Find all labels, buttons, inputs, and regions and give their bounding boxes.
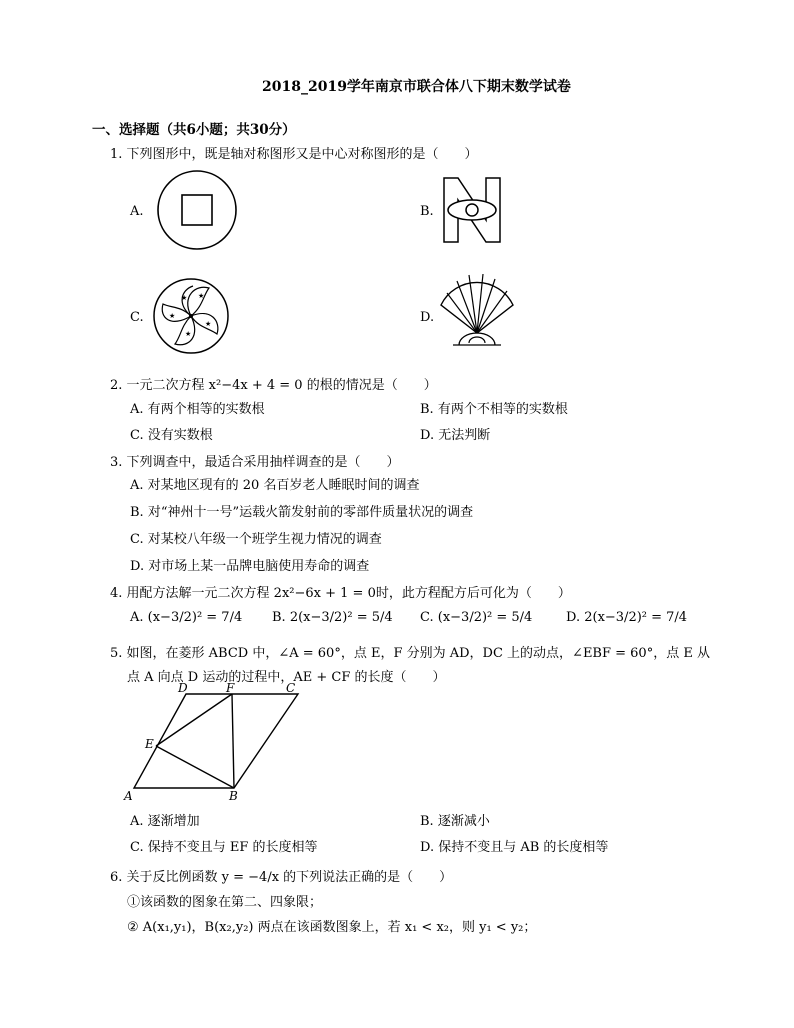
question-3-stem: 3. 下列调查中，最适合采用抽样调查的是（ ） <box>110 455 400 470</box>
q3-option-a: A. 对某地区现有的 20 名百岁老人睡眠时间的调查 <box>130 478 420 493</box>
q1-label-c: C. <box>130 310 144 325</box>
q1-figure-b-n-shape <box>442 176 502 244</box>
q1-figure-c-bauhinia <box>151 276 231 356</box>
point-d-label: D <box>178 681 188 695</box>
svg-text:★: ★ <box>169 312 176 320</box>
q3-option-c: C. 对某校八年级一个班学生视力情况的调查 <box>130 532 382 547</box>
q2-option-b: B. 有两个不相等的实数根 <box>420 402 568 417</box>
q6-statement-1: ①该函数的图象在第二、四象限； <box>127 895 323 910</box>
q5-rhombus-figure <box>120 681 310 804</box>
q4-option-c: C. (x−3/2)² = 5/4 <box>420 610 533 625</box>
point-f-label: F <box>226 681 235 695</box>
q1-figure-a-coin <box>155 168 239 252</box>
question-1-stem: 1. 下列图形中，既是轴对称图形又是中心对称图形的是（ ） <box>110 147 478 162</box>
question-2-stem: 2. 一元二次方程 x²−4x + 4 = 0 的根的情况是（ ） <box>110 378 437 393</box>
question-5-stem-line2: 点 A 向点 D 运动的过程中，AE + CF 的长度（ ） <box>127 670 446 685</box>
q3-option-b: B. 对“神州十一号”运载火箭发射前的零部件质量状况的调查 <box>130 505 474 520</box>
svg-text:★: ★ <box>181 294 188 302</box>
page-title: 2018_2019学年南京市联合体八下期末数学试卷 <box>262 79 571 95</box>
svg-text:★: ★ <box>185 330 192 338</box>
svg-text:★: ★ <box>198 292 205 300</box>
q3-option-d: D. 对市场上某一品牌电脑使用寿命的调查 <box>130 559 370 574</box>
point-c-label: C <box>286 681 296 695</box>
q5-option-a: A. 逐渐增加 <box>130 814 200 829</box>
question-5-stem-line1: 5. 如图，在菱形 ABCD 中，∠A = 60°，点 E，F 分别为 AD，DC 上的动点，∠EBF = 60°，点 E 从 <box>110 646 710 661</box>
q2-option-d: D. 无法判断 <box>420 428 491 443</box>
q6-statement-2: ② A(x₁,y₁)，B(x₂,y₂) 两点在该函数图象上，若 x₁ < x₂，则 y₁ < y₂； <box>127 920 537 935</box>
section-heading: 一、选择题（共6小题；共30分） <box>92 122 296 138</box>
point-b-label: B <box>229 789 238 803</box>
q4-option-d: D. 2(x−3/2)² = 7/4 <box>566 610 688 625</box>
question-6-stem: 6. 关于反比例函数 y = −4/x 的下列说法正确的是（ ） <box>110 870 453 885</box>
q1-figure-d-fan <box>437 271 517 355</box>
q1-label-a: A. <box>130 204 144 219</box>
q5-option-c: C. 保持不变且与 EF 的长度相等 <box>130 840 318 855</box>
q2-option-c: C. 没有实数根 <box>130 428 213 443</box>
q1-label-b: B. <box>420 204 434 219</box>
point-a-label: A <box>124 789 133 803</box>
q5-option-b: B. 逐渐减小 <box>420 814 490 829</box>
q4-option-b: B. 2(x−3/2)² = 5/4 <box>272 610 393 625</box>
q5-option-d: D. 保持不变且与 AB 的长度相等 <box>420 840 609 855</box>
q1-label-d: D. <box>420 310 435 325</box>
svg-text:★: ★ <box>205 320 212 328</box>
point-e-label: E <box>145 737 154 751</box>
q4-option-a: A. (x−3/2)² = 7/4 <box>130 610 243 625</box>
question-4-stem: 4. 用配方法解一元二次方程 2x²−6x + 1 = 0时，此方程配方后可化为（ ） <box>110 586 571 601</box>
q2-option-a: A. 有两个相等的实数根 <box>130 402 265 417</box>
